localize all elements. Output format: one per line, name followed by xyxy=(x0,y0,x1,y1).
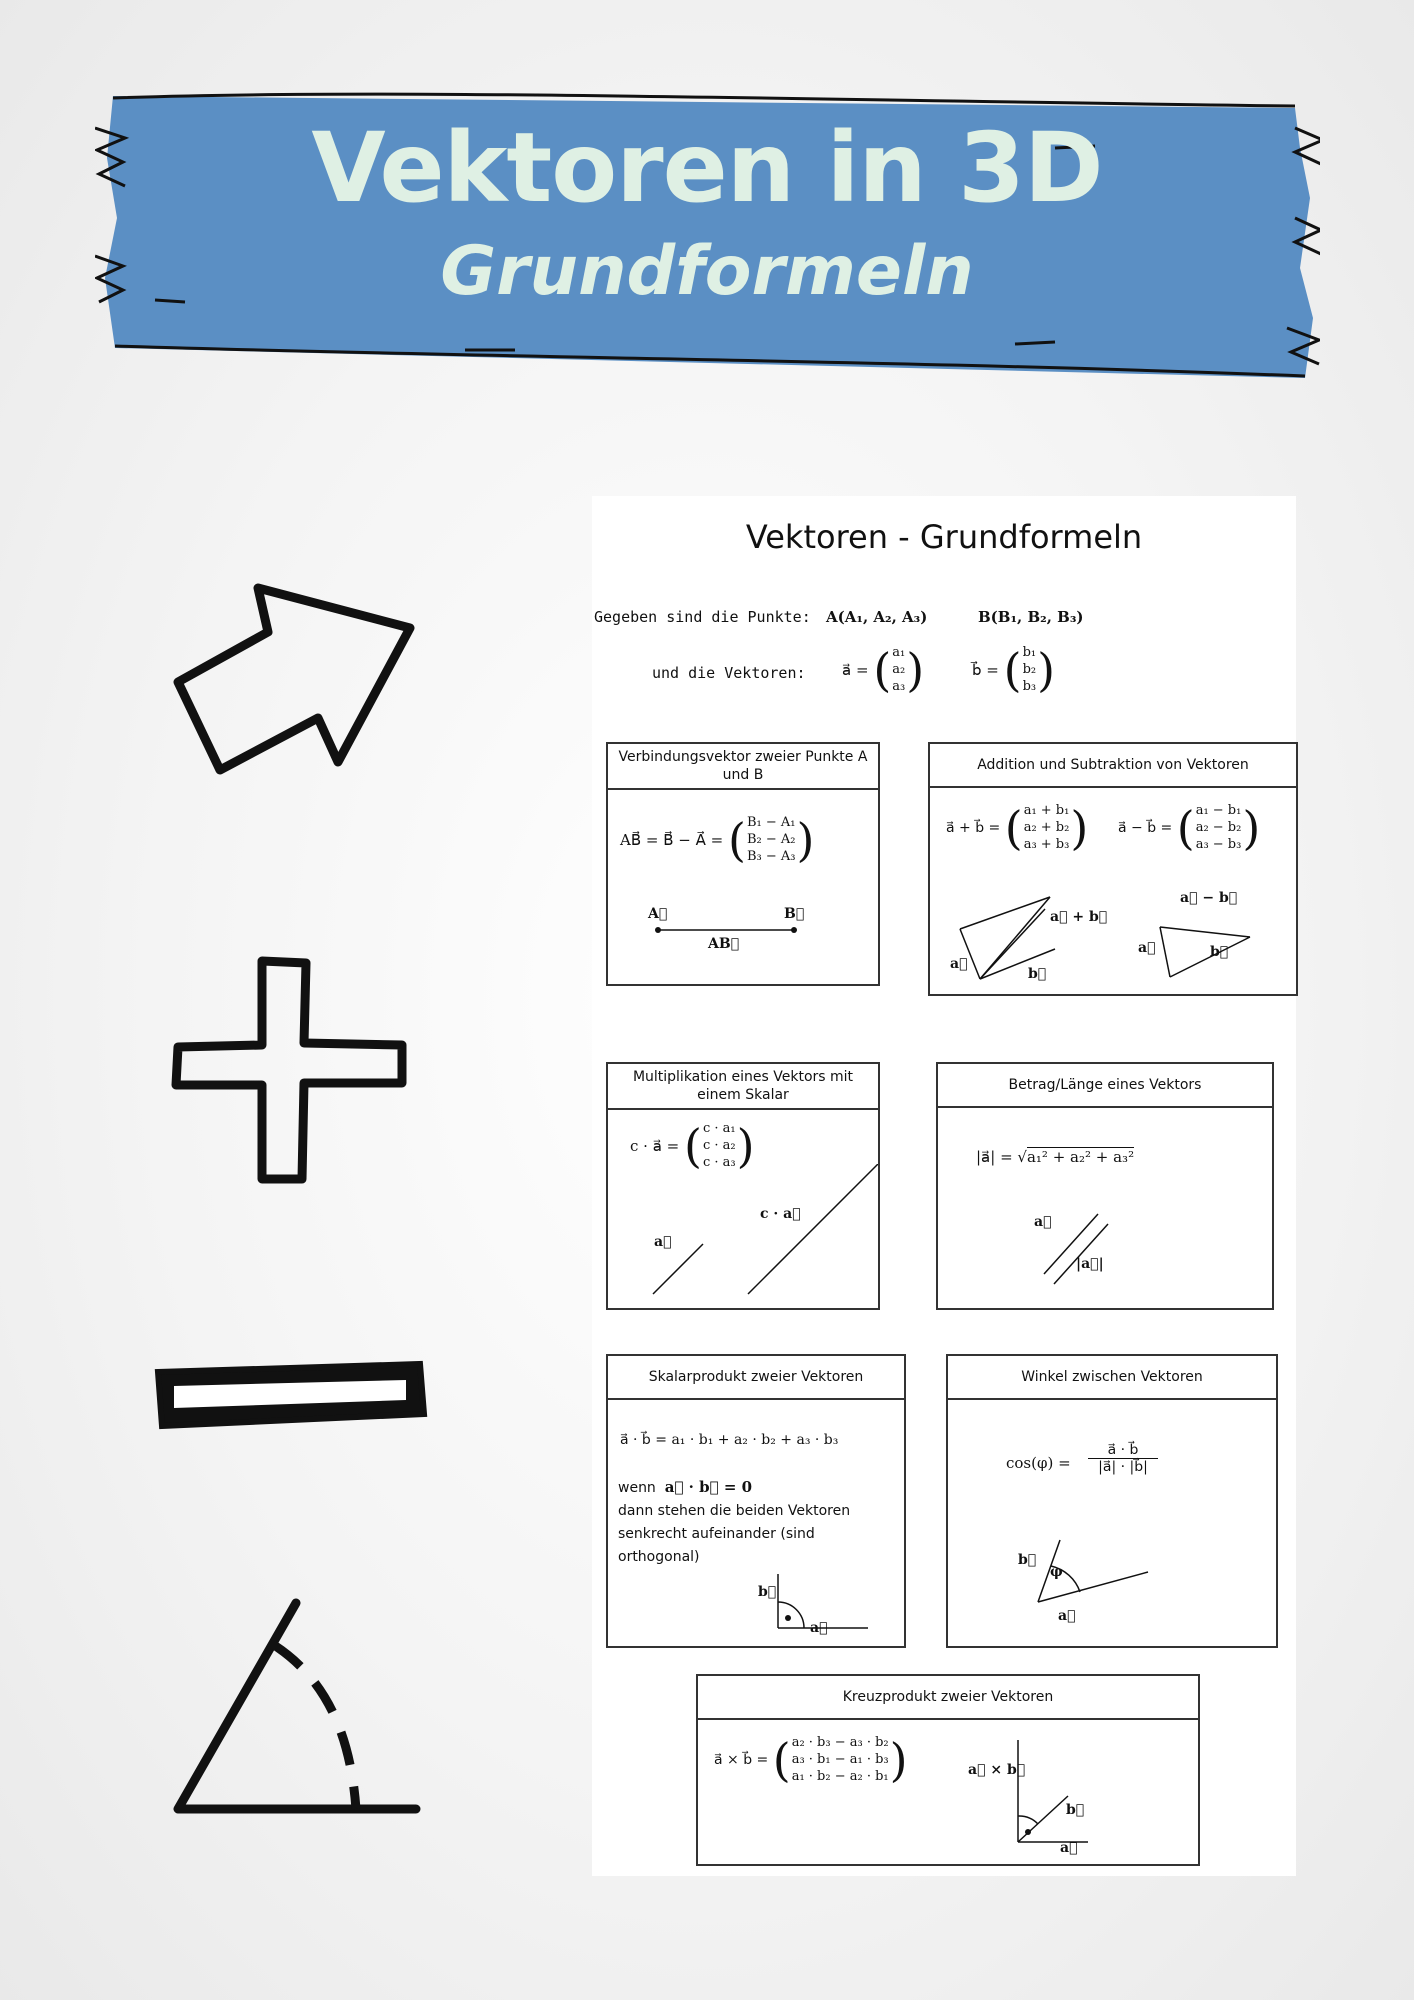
banner-title: Vektoren in 3D xyxy=(311,112,1103,224)
dot-formula: a⃗ · b⃗ = a₁ · b₁ + a₂ · b₂ + a₃ · b₃ xyxy=(620,1432,839,1448)
box-cross-title: Kreuzprodukt zweier Vektoren xyxy=(698,1676,1198,1720)
label-diff-b: b⃗ xyxy=(1210,944,1229,960)
label-angle-a: a⃗ xyxy=(1058,1608,1076,1624)
minus-icon xyxy=(150,1350,430,1440)
label-add-b: b⃗ xyxy=(1028,966,1047,982)
dot-line1: dann stehen die beiden Vektoren xyxy=(618,1503,851,1519)
vector-a-def: a⃗ = ( a₁ a₂ a₃ ) xyxy=(842,642,925,697)
arrow-icon xyxy=(170,570,420,780)
label-diff-a: a⃗ xyxy=(1138,940,1156,956)
angle-diagram xyxy=(1018,1532,1158,1612)
box-dot-title: Skalarprodukt zweier Vektoren xyxy=(608,1356,904,1400)
angle-fraction: a⃗ · b⃗ |a⃗| · |b⃗| xyxy=(1088,1442,1158,1475)
plus-icon xyxy=(170,955,410,1185)
label-length-abs: |a⃗| xyxy=(1076,1256,1104,1272)
dot-line3: orthogonal) xyxy=(618,1549,700,1565)
addition-diagram xyxy=(950,889,1290,989)
box-length xyxy=(936,1062,1274,1310)
label-dot-b: b⃗ xyxy=(758,1584,777,1600)
formula-sheet xyxy=(592,496,1296,1876)
dot-line2: senkrecht aufeinander (sind xyxy=(618,1526,815,1542)
label-cross-b: b⃗ xyxy=(1066,1802,1085,1818)
label-cross-a: a⃗ xyxy=(1060,1840,1078,1856)
sheet-title: Vektoren - Grundformeln xyxy=(745,518,1143,556)
box-connection-title: Verbindungsvektor zweier Punkte A und B xyxy=(608,744,878,790)
label-ab: AB⃗ xyxy=(708,936,740,952)
label-b: B⃗ xyxy=(784,906,805,922)
point-a: A(A₁, A₂, A₃) xyxy=(826,608,928,626)
given-vectors-label: und die Vektoren: xyxy=(652,664,806,682)
angle-formula-lhs: cos(φ) = xyxy=(1006,1454,1071,1472)
label-length-a: a⃗ xyxy=(1034,1214,1052,1230)
box-angle xyxy=(946,1354,1278,1648)
label-angle-b: b⃗ xyxy=(1018,1552,1037,1568)
point-b: B(B₁, B₂, B₃) xyxy=(978,608,1084,626)
box-cross-product xyxy=(696,1674,1200,1866)
cross-diagram xyxy=(998,1736,1098,1856)
box-dot-product xyxy=(606,1354,906,1648)
box-addition xyxy=(928,742,1298,996)
dot-wenn: wenn a⃗ · b⃗ = 0 xyxy=(618,1478,753,1496)
label-cross-axb: a⃗ × b⃗ xyxy=(968,1762,1026,1778)
label-sum: a⃗ + b⃗ xyxy=(1050,909,1108,925)
angle-icon xyxy=(170,1595,430,1825)
scalar-formula: c · a⃗ = ( c · a₁ c · a₂ c · a₃ ) xyxy=(630,1118,755,1173)
scalar-diagram xyxy=(648,1164,878,1304)
banner-subtitle: Grundformeln xyxy=(440,232,974,311)
box-scalar-title: Multiplikation eines Vektors mit einem Skalar xyxy=(608,1064,878,1110)
box-connection-vector xyxy=(606,742,880,986)
dot-diagram xyxy=(768,1568,888,1638)
length-formula: |a⃗| = √a₁² + a₂² + a₃² xyxy=(976,1148,1135,1166)
label-add-a: a⃗ xyxy=(950,956,968,972)
box-angle-title: Winkel zwischen Vektoren xyxy=(948,1356,1276,1400)
diff-formula: a⃗ − b⃗ = ( a₁ − b₁ a₂ − b₂ a₃ − b₃ ) xyxy=(1118,800,1261,855)
connection-formula: AB⃗ = B⃗ − A⃗ = ( B₁ − A₁ B₂ − A₂ B₃ − A₃ ) xyxy=(620,812,815,867)
box-scalar-multiplication xyxy=(606,1062,880,1310)
box-length-title: Betrag/Länge eines Vektors xyxy=(938,1064,1272,1108)
sum-formula: a⃗ + b⃗ = ( a₁ + b₁ a₂ + b₂ a₃ + b₃ ) xyxy=(946,800,1089,855)
label-a: A⃗ xyxy=(648,906,668,922)
label-scalar-a: a⃗ xyxy=(654,1234,672,1250)
label-angle-phi: φ xyxy=(1050,1564,1063,1580)
label-dot-a: a⃗ xyxy=(810,1620,828,1636)
box-addition-title: Addition und Subtraktion von Vektoren xyxy=(930,744,1296,788)
label-scalar-ca: c · a⃗ xyxy=(760,1206,801,1222)
label-diff: a⃗ − b⃗ xyxy=(1180,890,1238,906)
cross-formula: a⃗ × b⃗ = ( a₂ · b₃ − a₃ · b₂ a₃ · b₁ − a₁ · b₃ a₁ · b₂ − a₂ · b₁ ) xyxy=(714,1732,908,1787)
given-points-label: Gegeben sind die Punkte: xyxy=(594,608,811,626)
vector-b-def: b⃗ = ( b₁ b₂ b₃ ) xyxy=(972,642,1056,697)
